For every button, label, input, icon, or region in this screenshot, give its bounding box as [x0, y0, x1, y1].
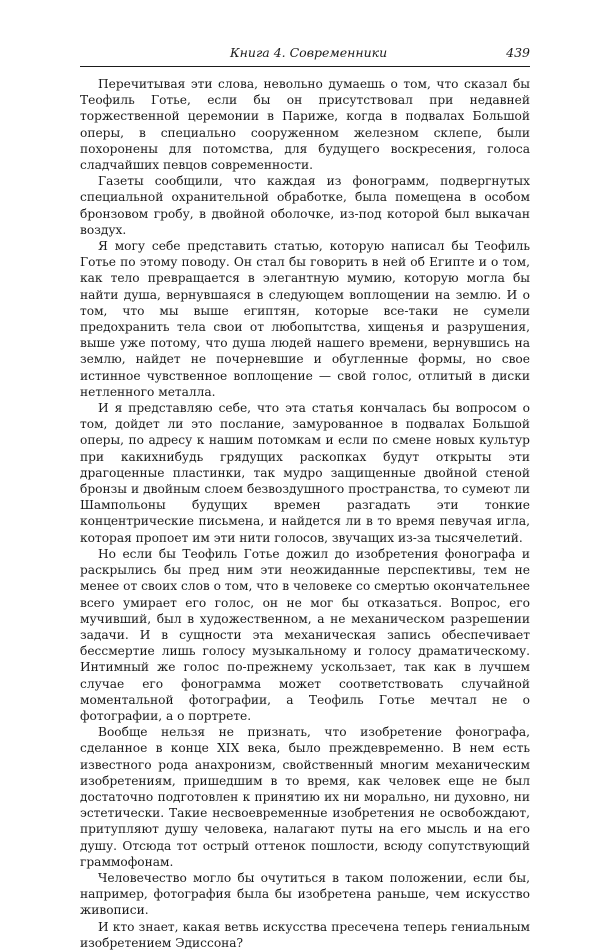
paragraph: И кто знает, какая ветвь искусства пресечена теперь гениальным изобретением Эдиссона? — [80, 919, 530, 950]
paragraph: Перечитывая эти слова, невольно думаешь о том, что сказал бы Теофиль Готье, если бы он присутствовал при недавней торжественной церемонии в Париже, когда в подвалах Большой оперы, в специально сооруженном железном склепе, были похоронены для потомства, для будущего воскресения, голоса сладчайших певцов современности. — [80, 77, 530, 173]
paragraph: Вообще нельзя не признать, что изобретение фонографа, сделанное в конце XIX века, было преждевременно. В нем есть известного рода анахронизм, свойственный многим механическим изобретениям, пришедшим в то время, как человек еще не был достаточно подготовлен к принятию их ни морально, ни духовно, ни эстетически. Такие несвоевременные изобретения не освобождают, притупляют душу человека, налагают путы на его мысль и на его душу. Отсюда тот острый оттенок пошлости, всюду сопутствующий граммофонам. — [80, 725, 530, 869]
page-number: 439 — [506, 45, 530, 60]
paragraph: Я могу себе представить статью, которую написал бы Теофиль Готье по этому поводу. Он стал бы говорить в ней об Египте и о том, как тело превращается в элегантную мумию, которую могла бы найти душа, вернувшаяся в следующем воплощении на землю. И о том, что мы выше египтян, которые все-таки не сумели предохранить тела свои от любопытства, хищенья и разрушения, выше уже потому, что душа людей нашего времени, вернувшись на землю, найдет не почерневшие и обугленные формы, но свое истинное чувственное воплощение — свой голос, отлитый в диски нетленного металла. — [80, 239, 530, 399]
paragraph: Газеты сообщили, что каждая из фонограмм, подвергнутых специальной охранительной обработке, была помещена в особом бронзовом гробу, в двойной оболочке, из-под которой был выкачан воздух. — [80, 174, 530, 237]
running-title: Книга 4. Современники — [230, 45, 388, 60]
paragraph: Но если бы Теофиль Готье дожил до изобретения фонографа и раскрылись бы пред ним эти неожиданные перспективы, тем не менее от своих слов о том, что в человеке со смертью окончательнее всего умирает его голос, он не мог бы отказаться. Вопрос, его мучивший, был в художественном, а не механическом разрешении задачи. И в сущности эта механическая запись обеспечивает бессмертие лишь голосу музыкальному и голосу драматическому. Интимный же голос по-прежнему ускользает, так как в лучшем случае его фонограмма может соответствовать случайной моментальной фотографии, а Теофиль Готье мечтал не о фотографии, а о портрете. — [80, 546, 530, 723]
paragraph: Человечество могло бы очутиться в таком положении, если бы, например, фотография была бы изобретена раньше, чем искусство живописи. — [80, 870, 530, 918]
paragraph: И я представляю себе, что эта статья кончалась бы вопросом о том, дойдет ли это послание, замурованное в подвалах Большой оперы, по адресу к нашим потомкам и если по смене новых культур при какихнибудь грядущих раскопках будут открыты эти драгоценные пластинки, так мудро защищенные двойной стеной бронзы и двойным слоем безвоздушного пространства, то сумеют ли Шампольоны будущих времен разгадать эти тонкие концентрические письмена, и найдется ли в то время певучая игла, которая пропоет им эти нити голосов, звучащих из-за тысячелетий. — [80, 401, 530, 545]
body-text — [80, 76, 530, 951]
header-rule — [80, 66, 530, 67]
page-header — [80, 45, 530, 63]
